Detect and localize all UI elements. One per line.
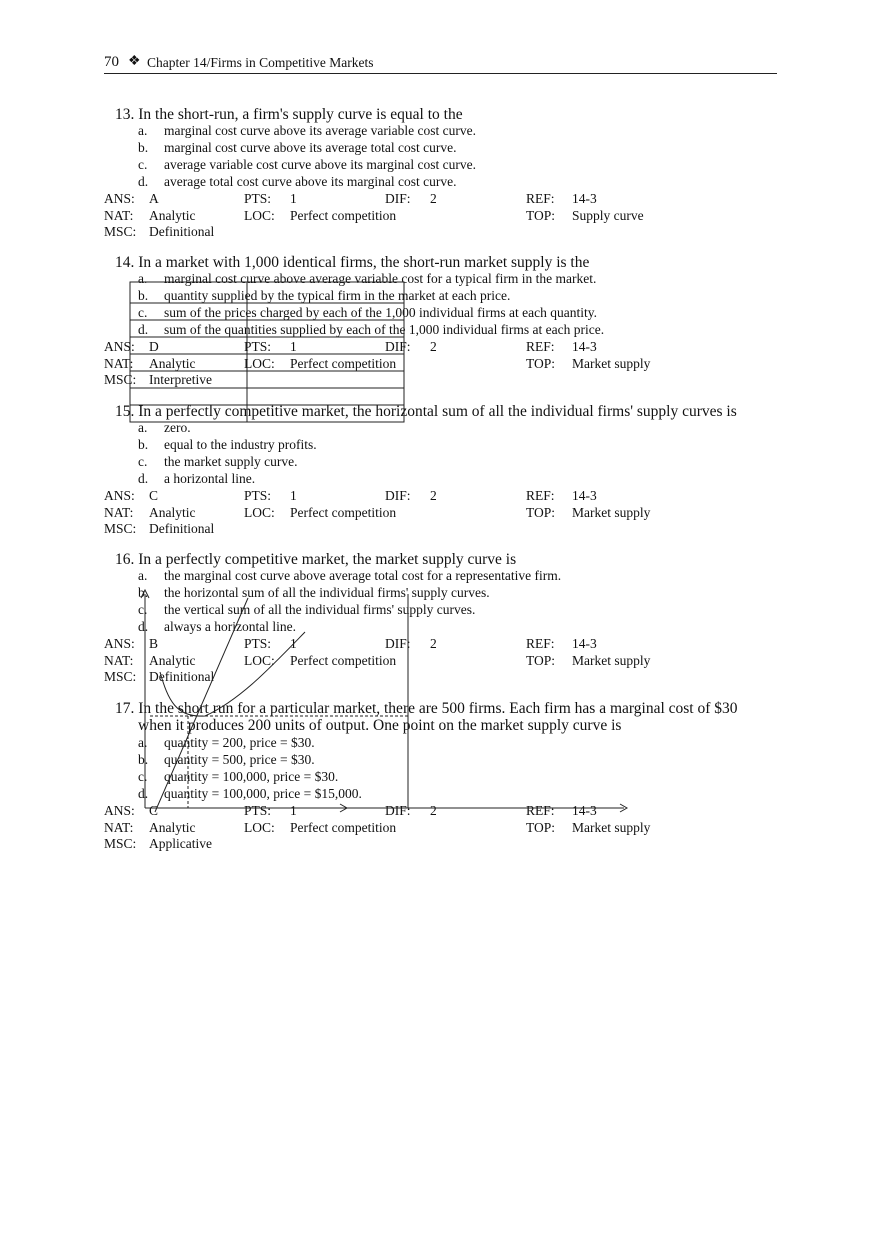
question-number: 17. xyxy=(115,700,135,717)
option-letter: b. xyxy=(138,140,149,155)
option-letter: b. xyxy=(138,752,149,767)
meta-value-nat: Analytic xyxy=(149,504,196,520)
option-text: marginal cost curve above average variable cost for a typical firm in the market. xyxy=(164,271,597,286)
answer-option xyxy=(138,305,597,321)
option-letter: c. xyxy=(138,769,148,784)
meta-label-nat: NAT: xyxy=(104,504,134,520)
meta-value-ans: D xyxy=(149,339,159,354)
meta-label-ans: ANS: xyxy=(104,488,135,503)
diamond-icon: ❖ xyxy=(128,54,141,69)
meta-value-msc: Interpretive xyxy=(149,372,212,387)
option-text: the vertical sum of all the individual firms' supply curves. xyxy=(164,602,476,617)
option-text: quantity = 500, price = $30. xyxy=(164,752,315,767)
meta-value-loc: Perfect competition xyxy=(290,652,397,668)
option-text: average variable cost curve above its marginal cost curve. xyxy=(164,157,476,172)
option-letter: a. xyxy=(138,420,148,435)
meta-value-dif: 2 xyxy=(430,803,437,818)
meta-label-ans: ANS: xyxy=(104,339,135,354)
meta-label-top: TOP: xyxy=(526,207,556,223)
meta-label-dif: DIF: xyxy=(385,191,411,206)
meta-label-msc: MSC: xyxy=(104,224,137,239)
meta-value-dif: 2 xyxy=(430,488,437,503)
answer-option xyxy=(138,786,362,802)
meta-label-ref: REF: xyxy=(526,488,555,503)
meta-label-loc: LOC: xyxy=(244,207,275,223)
meta-label-top: TOP: xyxy=(526,355,556,371)
question-text: In a market with 1,000 identical firms, the short-run market supply is the xyxy=(138,254,590,271)
question-stem xyxy=(115,403,737,421)
question-text-line2: when it produces 200 units of output. One point on the market supply curve is xyxy=(138,717,622,734)
question-stem xyxy=(115,551,516,569)
answer-option xyxy=(138,619,296,635)
meta-label-loc: LOC: xyxy=(244,504,275,520)
meta-value-pts: 1 xyxy=(290,339,297,354)
option-text: sum of the quantities supplied by each of the 1,000 individual firms at each price. xyxy=(164,322,605,337)
meta-value-dif: 2 xyxy=(430,339,437,354)
answer-option xyxy=(138,271,596,287)
meta-label-msc: MSC: xyxy=(104,836,137,851)
meta-label-ref: REF: xyxy=(526,803,555,818)
meta-label-ref: REF: xyxy=(526,191,555,206)
option-letter: b. xyxy=(138,288,149,303)
answer-option xyxy=(138,471,255,487)
meta-value-msc: Definitional xyxy=(149,521,215,536)
option-text: the market supply curve. xyxy=(164,454,298,469)
option-text: sum of the prices charged by each of the 1,000 individual firms at each quantity. xyxy=(164,305,597,320)
meta-label-ans: ANS: xyxy=(104,803,135,818)
meta-label-msc: MSC: xyxy=(104,521,137,536)
answer-option xyxy=(138,157,476,173)
meta-label-nat: NAT: xyxy=(104,819,134,835)
page-number: 70 xyxy=(104,54,119,70)
option-letter: b. xyxy=(138,585,149,600)
meta-value-msc: Applicative xyxy=(149,836,212,851)
answer-option xyxy=(138,123,476,139)
answer-option xyxy=(138,568,561,584)
meta-label-msc: MSC: xyxy=(104,372,137,387)
meta-value-nat: Analytic xyxy=(149,819,196,835)
meta-value-nat: Analytic xyxy=(149,652,196,668)
meta-label-loc: LOC: xyxy=(244,652,275,668)
answer-option xyxy=(138,288,510,304)
meta-value-loc: Perfect competition xyxy=(290,355,397,371)
meta-label-pts: PTS: xyxy=(244,636,272,651)
option-letter: a. xyxy=(138,735,148,750)
answer-option xyxy=(138,752,315,768)
meta-value-ans: C xyxy=(149,488,159,503)
meta-label-top: TOP: xyxy=(526,652,556,668)
answer-option xyxy=(138,602,475,618)
meta-label-dif: DIF: xyxy=(385,636,411,651)
meta-label-nat: NAT: xyxy=(104,652,134,668)
meta-value-loc: Perfect competition xyxy=(290,819,397,835)
answer-option xyxy=(138,322,604,338)
option-text: quantity = 200, price = $30. xyxy=(164,735,315,750)
meta-value-pts: 1 xyxy=(290,488,297,503)
question-text: In a perfectly competitive market, the horizontal sum of all the individual firms' supply curves is xyxy=(138,403,737,420)
meta-label-top: TOP: xyxy=(526,819,556,835)
meta-label-ans: ANS: xyxy=(104,191,135,206)
meta-value-top: Supply curve xyxy=(572,207,644,223)
option-letter: b. xyxy=(138,437,149,452)
meta-label-pts: PTS: xyxy=(244,803,272,818)
option-letter: d. xyxy=(138,471,149,486)
meta-label-pts: PTS: xyxy=(244,191,272,206)
answer-option xyxy=(138,769,338,785)
meta-label-dif: DIF: xyxy=(385,803,411,818)
meta-label-top: TOP: xyxy=(526,504,556,520)
answer-option xyxy=(138,140,457,156)
option-text: marginal cost curve above its average total cost curve. xyxy=(164,140,457,155)
answer-option xyxy=(138,454,297,470)
meta-value-ans: A xyxy=(149,191,159,206)
option-letter: a. xyxy=(138,568,148,583)
option-letter: a. xyxy=(138,123,148,138)
option-text: the horizontal sum of all the individual firms' supply curves. xyxy=(164,585,490,600)
meta-label-loc: LOC: xyxy=(244,355,275,371)
meta-label-ref: REF: xyxy=(526,636,555,651)
meta-label-loc: LOC: xyxy=(244,819,275,835)
option-letter: c. xyxy=(138,454,148,469)
meta-value-pts: 1 xyxy=(290,636,297,651)
option-letter: a. xyxy=(138,271,148,286)
option-text: equal to the industry profits. xyxy=(164,437,317,452)
meta-value-nat: Analytic xyxy=(149,207,196,223)
question-number: 13. xyxy=(115,106,135,123)
page-header xyxy=(104,54,777,74)
meta-value-ref: 14-3 xyxy=(572,191,597,206)
option-text: marginal cost curve above its average variable cost curve. xyxy=(164,123,476,138)
meta-value-loc: Perfect competition xyxy=(290,207,397,223)
meta-value-ans: B xyxy=(149,636,159,651)
meta-value-ref: 14-3 xyxy=(572,803,597,818)
chapter-title: Chapter 14/Firms in Competitive Markets xyxy=(147,55,374,70)
meta-value-top: Market supply xyxy=(572,355,651,371)
option-text: quantity supplied by the typical firm in the market at each price. xyxy=(164,288,511,303)
meta-label-pts: PTS: xyxy=(244,339,272,354)
question-text: In a perfectly competitive market, the market supply curve is xyxy=(138,551,517,568)
answer-option xyxy=(138,420,191,436)
meta-label-ref: REF: xyxy=(526,339,555,354)
meta-value-msc: Definitional xyxy=(149,224,215,239)
meta-label-dif: DIF: xyxy=(385,339,411,354)
question-number: 16. xyxy=(115,551,135,568)
option-letter: d. xyxy=(138,322,149,337)
option-letter: d. xyxy=(138,174,149,189)
question-text: In the short-run, a firm's supply curve is equal to the xyxy=(138,106,463,123)
meta-value-top: Market supply xyxy=(572,652,651,668)
answer-option xyxy=(138,585,490,601)
option-letter: c. xyxy=(138,305,148,320)
question-stem xyxy=(115,700,738,718)
meta-label-msc: MSC: xyxy=(104,669,137,684)
meta-label-nat: NAT: xyxy=(104,355,134,371)
answer-option xyxy=(138,437,317,453)
option-text: a horizontal line. xyxy=(164,471,256,486)
option-text: quantity = 100,000, price = $30. xyxy=(164,769,339,784)
option-letter: d. xyxy=(138,786,149,801)
answer-option xyxy=(138,174,457,190)
meta-label-dif: DIF: xyxy=(385,488,411,503)
meta-value-dif: 2 xyxy=(430,636,437,651)
question-number: 14. xyxy=(115,254,135,271)
meta-value-top: Market supply xyxy=(572,504,651,520)
option-letter: c. xyxy=(138,602,148,617)
meta-value-pts: 1 xyxy=(290,803,297,818)
answer-option xyxy=(138,735,315,751)
meta-value-msc: Definitional xyxy=(149,669,215,684)
meta-value-pts: 1 xyxy=(290,191,297,206)
meta-value-dif: 2 xyxy=(430,191,437,206)
question-number: 15. xyxy=(115,403,135,420)
option-text: always a horizontal line. xyxy=(164,619,296,634)
question-text: In the short run for a particular market, there are 500 firms. Each firm has a marginal cost of $30 xyxy=(138,700,738,717)
option-text: quantity = 100,000, price = $15,000. xyxy=(164,786,362,801)
question-stem xyxy=(115,254,589,272)
meta-value-nat: Analytic xyxy=(149,355,196,371)
meta-value-ans: C xyxy=(149,803,159,818)
option-letter: d. xyxy=(138,619,149,634)
meta-value-ref: 14-3 xyxy=(572,339,597,354)
meta-value-ref: 14-3 xyxy=(572,488,597,503)
meta-value-top: Market supply xyxy=(572,819,651,835)
meta-label-pts: PTS: xyxy=(244,488,272,503)
meta-label-nat: NAT: xyxy=(104,207,134,223)
option-text: zero. xyxy=(164,420,191,435)
question-stem xyxy=(115,106,463,124)
option-text: average total cost curve above its marginal cost curve. xyxy=(164,174,457,189)
option-letter: c. xyxy=(138,157,148,172)
meta-label-ans: ANS: xyxy=(104,636,135,651)
meta-value-ref: 14-3 xyxy=(572,636,597,651)
option-text: the marginal cost curve above average total cost for a representative firm. xyxy=(164,568,562,583)
meta-value-loc: Perfect competition xyxy=(290,504,397,520)
